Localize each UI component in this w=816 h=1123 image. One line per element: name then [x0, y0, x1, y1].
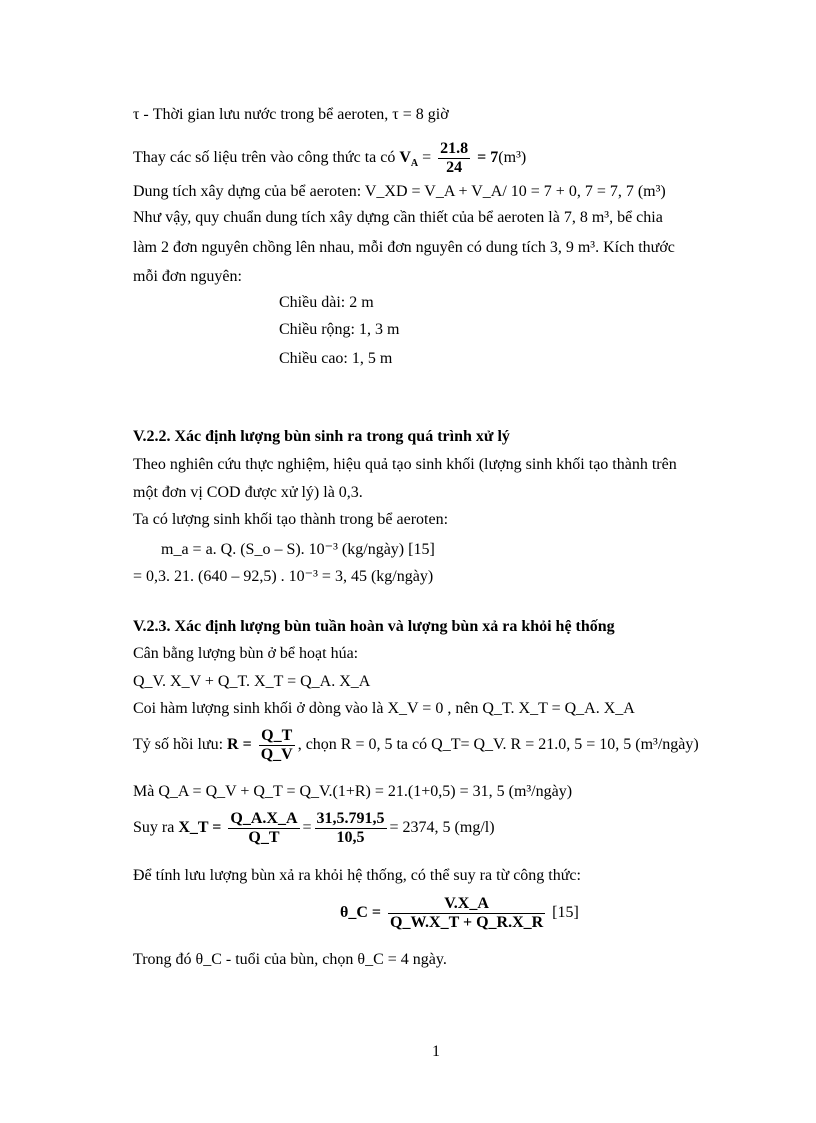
formula-line: = 0,3. 21. (640 – 92,5) . 10⁻³ = 3, 45 (kg/ngày)	[133, 568, 434, 585]
result: = 7	[477, 149, 499, 167]
text-line: Cân bằng lượng bùn ở bể hoạt húa:	[133, 645, 359, 662]
text-line: một đơn vị COD được xử lý) là 0,3.	[133, 484, 363, 501]
page-number: 1	[432, 1043, 440, 1060]
fraction: $\frac{31,5.791,5}{10,5}$	[316, 810, 385, 846]
text-line: Dung tích xây dựng của bể aeroten: V_XD = V_A + V_A/ 10 = 7 + 0, 7 = 7, 7 (m³)	[133, 183, 666, 200]
text-line: Trong đó θ_C - tuổi của bùn, chọn θ_C = 4 ngày.	[133, 951, 447, 968]
text-line: Theo nghiên cứu thực nghiệm, hiệu quả tạo sinh khối (lượng sinh khối tạo thành trên	[133, 456, 677, 473]
section-heading: V.2.3. Xác định lượng bùn tuần hoàn và lượng bùn xả ra khỏi hệ thống	[133, 618, 615, 635]
dimension-width: Chiều rộng: 1, 3 m	[279, 321, 400, 338]
text-line: mỗi đơn nguyên:	[133, 268, 242, 285]
dimension-height: Chiều cao: 1, 5 m	[279, 350, 393, 367]
text-line: Ta có lượng sinh khối tạo thành trong bể aeroten:	[133, 511, 449, 528]
fraction: $\frac{21.8}{24}$	[440, 140, 469, 176]
unit: (m³)	[498, 149, 527, 167]
fraction: $\frac{Q\_T}{Q\_V}$	[260, 727, 293, 763]
formula-line: Q_V. X_V + Q_T. X_T = Q_A. X_A	[133, 673, 371, 690]
text-line: Như vậy, quy chuẩn dung tích xây dựng cần thiết của bể aeroten là 7, 8 m³, bể chia	[133, 209, 663, 226]
dimension-length: Chiều dài: 2 m	[279, 294, 374, 311]
formula-va-line: Thay các số liệu trên vào công thức ta có $V_A$ = $\frac{21.8}{24}$ = 7(m³)	[133, 140, 527, 176]
formula-theta: θ_C = $\frac{V.X\_A}{Q\_W.X\_T + Q\_R.X\_R}$ [15]	[340, 895, 579, 931]
fraction: $\frac{V.X\_A}{Q\_W.X\_T + Q\_R.X\_R}$	[390, 895, 544, 931]
text-line: Coi hàm lượng sinh khối ở dòng vào là X_V = 0 , nên Q_T. X_T = Q_A. X_A	[133, 700, 635, 717]
text-line: τ - Thời gian lưu nước trong bể aeroten, τ = 8 giờ	[133, 106, 449, 123]
formula-ratio-line: Tỷ số hồi lưu: R = $\frac{Q\_T}{Q\_V}$ , chọn R = 0, 5 ta có Q_T= Q_V. R = 21.0, 5 = 10, 5 (m³/ngày)	[133, 727, 699, 763]
text: Thay các số liệu trên vào công thức ta có	[133, 149, 396, 167]
formula-xt-line: Suy ra X_T = $\frac{Q\_A.X\_A}{Q\_T}$ = $\frac{31,5.791,5}{10,5}$ = 2374, 5 (mg/l)	[133, 810, 495, 846]
section-heading: V.2.2. Xác định lượng bùn sinh ra trong quá trình xử lý	[133, 428, 510, 445]
formula-line: m_a = a. Q. (S_o – S). 10⁻³ (kg/ngày) [15]	[161, 541, 435, 558]
text-line: Để tính lưu lượng bùn xả ra khỏi hệ thống, có thể suy ra từ công thức:	[133, 867, 581, 884]
text-line: làm 2 đơn nguyên chồng lên nhau, mỗi đơn nguyên có dung tích 3, 9 m³. Kích thước	[133, 239, 675, 256]
formula-line: Mà Q_A = Q_V + Q_T = Q_V.(1+R) = 21.(1+0,5) = 31, 5 (m³/ngày)	[133, 783, 573, 800]
fraction: $\frac{Q\_A.X\_A}{Q\_T}$	[230, 810, 298, 846]
va-symbol: $V_A$	[399, 149, 419, 170]
